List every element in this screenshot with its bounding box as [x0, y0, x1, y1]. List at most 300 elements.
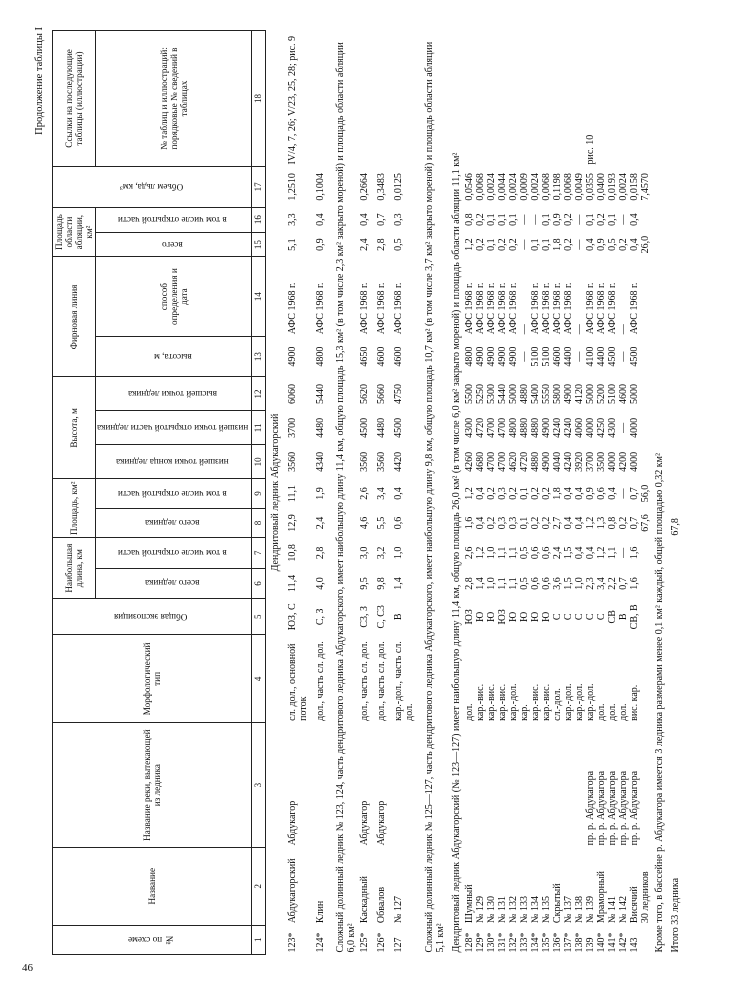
cell-firn: 4600 — [393, 346, 405, 367]
cell-n: 129* — [475, 932, 487, 953]
cell-abl_o: 0,7 — [376, 213, 388, 226]
col-h-end: низшей точки конца ледника — [96, 445, 252, 479]
cell-abl: 0,2 — [497, 238, 509, 251]
cell-abl_o: 0,4 — [629, 213, 641, 226]
cell-area: 2,4 — [315, 516, 327, 530]
cell-firn: 4500 — [607, 346, 619, 367]
col-number-header: № по схеме — [53, 925, 252, 954]
cell-area_o: 0,4 — [475, 487, 487, 500]
cell-abl: 0,4 — [629, 238, 641, 251]
cell-h_open: 4500 — [359, 417, 371, 438]
cell-len_o: 2,8 — [315, 546, 327, 560]
cell-h_open: 3700 — [287, 417, 299, 438]
cell-firn: 5100 — [541, 346, 553, 367]
cell-len_o: 0,4 — [585, 546, 597, 560]
col-abl-open: в том числе открытой части — [96, 207, 252, 232]
cell-area_o: 1,2 — [464, 487, 476, 500]
table-row — [486, 31, 497, 955]
table-row — [376, 31, 393, 955]
cell-area_o: 0,4 — [393, 487, 405, 500]
cell-method: АФС 1968 г. — [563, 282, 575, 335]
cell-n: 123* — [287, 932, 299, 953]
cell-h_open: 4300 — [464, 417, 476, 438]
group-note: Дендритовый ледник Абдукагорский (№ 123—127) имеет наибольшую длину 11,4 км, общую площадь 26,0 км² (в том числе 6,0 км² закрыто мореной) и площадь области абляции 11,1 км² — [451, 152, 463, 953]
group-area-header: Площадь, км² — [53, 479, 96, 538]
cell-method: АФС 1968 г. — [508, 282, 520, 335]
cell-area_o: 0,3 — [497, 487, 509, 500]
cell-exp: СВ — [607, 610, 619, 624]
cell-type: кар.-дол., часть сл. дол. — [393, 641, 416, 721]
column-number: 10 — [252, 445, 266, 479]
cell-h_top: 5300 — [486, 383, 498, 404]
cell-vol: 0,0355 — [585, 173, 597, 201]
cell-area: 1,2 — [585, 516, 597, 530]
cell-type: дол. — [607, 703, 619, 721]
cell-river — [563, 723, 574, 848]
cell-vol: 0,2664 — [359, 173, 371, 201]
cell-h_end: 4620 — [508, 451, 520, 472]
cell-ref — [475, 31, 486, 167]
cell-h_top: 5000 — [629, 383, 641, 404]
cell-ref — [464, 31, 475, 167]
cell-h_end: 4240 — [563, 451, 575, 472]
col-abl-total: всего — [96, 232, 252, 257]
cell-area: 12,9 — [287, 514, 299, 532]
cell-h_top: 5500 — [464, 383, 476, 404]
cell-area_o: 0,2 — [541, 487, 553, 500]
cell-method: АФС 1968 г. — [464, 282, 476, 335]
cell-type: дол. — [618, 703, 630, 721]
cell-abl: 0,9 — [596, 238, 608, 251]
cell-vol: 0,1004 — [315, 173, 327, 201]
cell-river — [464, 723, 475, 848]
cell-h_end: 4700 — [486, 451, 498, 472]
cell-name: Каскадный — [359, 876, 371, 924]
cell-area: 0,2 — [618, 516, 630, 530]
cell-abl: 0,2 — [508, 238, 520, 251]
cell-h_open: 4900 — [541, 417, 553, 438]
cell-type: кар.-дол. — [508, 683, 520, 721]
col-area-total: всего ледника — [96, 508, 252, 537]
cell-name: № 131 — [497, 896, 509, 924]
cell-method: АФС 1968 г. — [393, 282, 405, 335]
cell-h_end: 3560 — [376, 451, 388, 472]
table-row — [596, 31, 607, 955]
col-area-open: в том числе открытой части — [96, 479, 252, 508]
cell-exp: ЮЗ — [497, 609, 509, 625]
table-row — [530, 31, 541, 955]
cell-vol: 0,0024 — [530, 173, 542, 201]
cell-h_end: 4200 — [618, 451, 630, 472]
cell-type: кар.-вис. — [486, 683, 498, 721]
cell-area_o: 0,2 — [508, 487, 520, 500]
cell-name: Абдукагорский — [287, 858, 299, 924]
cell-h_open: — — [618, 422, 630, 433]
cell-len: 1,1 — [497, 577, 509, 590]
cell-len: 2,2 — [607, 577, 619, 590]
cell-area: 0,6 — [393, 516, 405, 530]
cell-abl_o: — — [574, 214, 586, 225]
cell-abl: 0,1 — [530, 238, 542, 251]
group-length-header: Наибольшая длина, км — [53, 538, 96, 599]
cell-h_end: 4720 — [519, 451, 531, 472]
cell-h_top: 5550 — [541, 383, 553, 404]
total-empty — [640, 723, 651, 848]
cell-area: 0,7 — [629, 516, 641, 530]
cell-area_o: 0,9 — [585, 487, 597, 500]
total-empty — [640, 31, 651, 167]
cell-abl_o: 0,1 — [486, 213, 498, 226]
cell-len: 11,4 — [287, 574, 299, 592]
cell-abl: 0,9 — [315, 238, 327, 251]
table-body — [266, 31, 684, 955]
cell-ref — [618, 31, 629, 167]
cell-firn: 4900 — [497, 346, 509, 367]
cell-len: 1,4 — [393, 577, 405, 590]
col-h-top: высшей точки ледника — [96, 377, 252, 411]
column-number: 18 — [252, 31, 266, 167]
cell-method: АФС 1968 г. — [541, 282, 553, 335]
cell-abl_o: — — [618, 214, 630, 225]
table-row — [607, 31, 618, 955]
cell-type: кар.-вис. — [497, 683, 509, 721]
cell-method: АФС 1968 г. — [315, 282, 327, 335]
total-empty — [640, 635, 651, 723]
cell-n: 139 — [585, 937, 597, 953]
cell-type: дол. — [596, 703, 608, 721]
table-row — [618, 31, 629, 955]
total-empty — [640, 377, 651, 411]
cell-abl_o: 0,3 — [393, 213, 405, 226]
cell-len_o: 3,2 — [376, 546, 388, 560]
table-row — [283, 31, 315, 955]
table-row — [475, 31, 486, 955]
cell-n: 136* — [552, 932, 564, 953]
cell-area_o: 1,9 — [315, 487, 327, 500]
cell-type: дол. — [464, 703, 476, 721]
cell-vol: 0,0068 — [541, 173, 553, 201]
total-empty — [640, 411, 651, 445]
column-number: 11 — [252, 411, 266, 445]
cell-firn: 4600 — [376, 346, 388, 367]
col-name-header: Название — [53, 847, 252, 925]
cell-h_top: 6060 — [287, 383, 299, 404]
cell-abl_o: 0,4 — [315, 213, 327, 226]
section-title: Дендритовый ледник Абдукагорский — [270, 413, 282, 572]
cell-method: АФС 1968 г. — [486, 282, 498, 335]
column-number: 2 — [252, 847, 266, 925]
total-vol: 7,4570 — [640, 173, 652, 201]
cell-len_o: 1,1 — [497, 546, 509, 560]
cell-river — [315, 723, 332, 848]
cell-ref — [519, 31, 530, 167]
cell-len: 9,8 — [376, 577, 388, 590]
column-number: 14 — [252, 257, 266, 336]
cell-area_o: 11,1 — [287, 484, 299, 503]
grand-total-value: 67,8 — [670, 518, 682, 536]
cell-len_o: 1,1 — [607, 546, 619, 560]
cell-n: 143 — [629, 937, 641, 953]
cell-ref — [552, 31, 563, 167]
table-row — [629, 31, 640, 955]
total-empty — [640, 925, 651, 954]
cell-firn: 5100 — [530, 346, 542, 367]
cell-exp: С — [552, 613, 564, 621]
cell-river: Абдукагор — [376, 800, 388, 846]
cell-name: Обвалов — [376, 886, 388, 924]
group-firn-header: Фирновая линия — [53, 257, 96, 377]
cell-exp: В — [618, 613, 630, 621]
cell-vol: 0,0193 — [607, 173, 619, 201]
cell-type: кар.-вис. — [475, 683, 487, 721]
cell-method: АФС 1968 г. — [475, 282, 487, 335]
column-numbers-row — [252, 31, 266, 955]
group-note: Сложный долинный ледник № 123, 124, часть дендритового ледника Абдукагорского, имеет наибольшую длину 11,4 км, общую площадь 15,3 км² (в том числе 2,3 км² закрыто мореной) и площадь области абляции 6,0 км² — [335, 42, 358, 953]
col-refs-header: Ссылки на последующие таблицы (иллюстрации) — [53, 31, 96, 167]
cell-firn: — — [519, 351, 531, 362]
cell-exp: ЮЗ — [464, 609, 476, 625]
cell-h_open: 4800 — [508, 417, 520, 438]
cell-abl_o: 3,3 — [287, 213, 299, 226]
cell-area: 1,3 — [596, 516, 608, 530]
cell-abl: 0,1 — [486, 238, 498, 251]
cell-area: 5,5 — [376, 516, 388, 530]
cell-n: 125* — [359, 932, 371, 953]
cell-river — [393, 723, 421, 848]
cell-vol: 0,1198 — [552, 173, 564, 201]
cell-h_top: 5440 — [315, 383, 327, 404]
cell-name: № 129 — [475, 896, 487, 924]
continuation-label: Продолжение таблицы I — [34, 27, 45, 135]
col-volume-header: Объем льда, км³ — [53, 166, 252, 207]
column-number: 3 — [252, 723, 266, 848]
cell-area: 0,1 — [519, 516, 531, 530]
cell-abl: 0,2 — [618, 238, 630, 251]
cell-len_o: 2,4 — [552, 546, 564, 560]
cell-name: № 134 — [530, 896, 542, 924]
col-len-open: в том числе открытой части — [96, 538, 252, 569]
cell-exp: С3, З — [359, 605, 371, 628]
cell-name: № 133 — [519, 896, 531, 924]
cell-ref — [393, 31, 421, 167]
cell-exp: В — [393, 613, 405, 621]
total-empty — [640, 336, 651, 377]
cell-h_end: 3500 — [596, 451, 608, 472]
cell-n: 126* — [376, 932, 388, 953]
cell-len_o: 1,0 — [393, 546, 405, 560]
cell-area_o: 2,6 — [359, 487, 371, 500]
cell-len_o: 0,6 — [541, 546, 553, 560]
cell-h_top: 5440 — [497, 383, 509, 404]
cell-abl: 0,5 — [607, 238, 619, 251]
cell-h_end: 4000 — [629, 451, 641, 472]
cell-name: № 138 — [574, 896, 586, 924]
cell-area: 0,4 — [475, 516, 487, 530]
cell-len: 0,7 — [618, 577, 630, 590]
cell-method: АФС 1968 г. — [585, 282, 597, 335]
cell-area_o: 0,1 — [519, 487, 531, 500]
cell-abl_o: — — [519, 214, 531, 225]
cell-vol: 0,0400 — [596, 173, 608, 201]
column-number: 1 — [252, 925, 266, 954]
cell-method: АФС 1968 г. — [497, 282, 509, 335]
cell-method: — — [574, 324, 586, 335]
cell-h_open: 4480 — [315, 417, 327, 438]
total-name: 30 ледников — [640, 871, 652, 924]
cell-exp: Ю — [475, 611, 487, 622]
cell-name: № 127 — [393, 896, 405, 924]
cell-len: 2,8 — [464, 577, 476, 590]
cell-area: 0,2 — [541, 516, 553, 530]
cell-ref — [359, 31, 376, 167]
cell-firn: 4100 — [585, 346, 597, 367]
cell-name: Мраморный — [596, 870, 608, 924]
col-firn-height: высота, м — [96, 336, 252, 377]
cell-abl: 1,8 — [552, 238, 564, 251]
cell-h_top: 5400 — [530, 383, 542, 404]
table-row — [519, 31, 530, 955]
cell-area_o: 0,2 — [486, 487, 498, 500]
cell-area_o: 0,4 — [574, 487, 586, 500]
cell-len_o: 1,6 — [629, 546, 641, 560]
rotated-page — [30, 25, 735, 955]
cell-len: 1,6 — [629, 577, 641, 590]
col-type-header: Морфологический тип — [53, 635, 252, 723]
cell-area_o: 3,4 — [376, 487, 388, 500]
cell-area_o: 0,7 — [629, 487, 641, 500]
table-row — [574, 31, 585, 955]
table-row — [541, 31, 552, 955]
column-number: 5 — [252, 599, 266, 635]
cell-h_top: 4880 — [519, 383, 531, 404]
cell-name: № 141 — [607, 896, 619, 924]
total-empty — [640, 538, 651, 569]
cell-len_o: 1,1 — [508, 546, 520, 560]
cell-abl: 2,4 — [359, 238, 371, 251]
cell-len: 1,4 — [475, 577, 487, 590]
cell-n: 128* — [464, 932, 476, 953]
cell-vol: 0,0546 — [464, 173, 476, 201]
cell-area: 1,6 — [464, 516, 476, 530]
cell-vol: 0,0068 — [563, 173, 575, 201]
cell-abl_o: 0,1 — [607, 213, 619, 226]
cell-river — [552, 723, 563, 848]
cell-vol: 0,0158 — [629, 173, 641, 201]
cell-len_o: 1,5 — [563, 546, 575, 560]
column-number: 16 — [252, 207, 266, 232]
cell-h_end: 3700 — [585, 451, 597, 472]
cell-h_open: 4700 — [497, 417, 509, 438]
cell-len: 4,0 — [315, 577, 327, 590]
cell-h_top: 4900 — [563, 383, 575, 404]
group-ablation-header: Площадь области абляции, км² — [53, 207, 96, 257]
cell-area: 0,2 — [530, 516, 542, 530]
cell-area: 0,4 — [563, 516, 575, 530]
cell-firn: 4800 — [315, 346, 327, 367]
table-row — [585, 31, 596, 955]
cell-abl: 5,1 — [287, 238, 299, 251]
cell-method: — — [519, 324, 531, 335]
cell-river: Абдукагор — [359, 800, 371, 846]
cell-len_o: — — [618, 547, 630, 558]
cell-area: 4,6 — [359, 516, 371, 530]
cell-h_open: 4700 — [486, 417, 498, 438]
cell-n: 131* — [497, 932, 509, 953]
cell-firn: 4600 — [552, 346, 564, 367]
cell-type: дол., часть сл. дол. — [315, 641, 327, 721]
col-h-open: низшей точки открытой части ледника — [96, 411, 252, 445]
cell-vol: 0,0049 — [574, 173, 586, 201]
grand-total-label: Итого 33 ледника — [670, 877, 682, 953]
cell-abl_o: 0,2 — [596, 213, 608, 226]
cell-ref: рис. 10 — [585, 134, 597, 165]
group-height-header: Высота, м — [53, 377, 96, 479]
col-river-header: Название реки, вытекающей из ледника — [53, 723, 252, 848]
cell-n: 124* — [315, 932, 327, 953]
cell-h_open: 4500 — [393, 417, 405, 438]
cell-abl: 0,1 — [541, 238, 553, 251]
cell-area: 0,3 — [508, 516, 520, 530]
group-note: Кроме того, в бассейне р. Абдукагора имеется 3 ледника размерами менее 0,1 км² каждый, общей площадью 0,32 км² — [654, 453, 666, 953]
cell-type: кар.-дол. — [585, 683, 597, 721]
cell-method: — — [618, 324, 630, 335]
cell-len: 1,5 — [563, 577, 575, 590]
cell-h_top: 4600 — [618, 383, 630, 404]
cell-h_open: 4720 — [475, 417, 487, 438]
cell-vol: 0,0009 — [519, 173, 531, 201]
cell-h_end: 3560 — [287, 451, 299, 472]
cell-river — [530, 723, 541, 848]
cell-exp: С, З — [315, 608, 327, 626]
cell-river: пр. р. Абдукагора — [618, 770, 630, 846]
cell-type: кар.-вис. — [541, 683, 553, 721]
cell-area_o: — — [618, 488, 630, 499]
column-number: 6 — [252, 568, 266, 599]
cell-area_o: 0,4 — [563, 487, 575, 500]
total-abl: 26,0 — [640, 235, 652, 254]
cell-ref: IV/4, 7, 26; V/23, 25, 28; рис. 9 — [287, 35, 299, 165]
cell-n: 132* — [508, 932, 520, 953]
cell-method: АФС 1968 г. — [552, 282, 564, 335]
cell-type: дол., часть сл. дол. — [359, 641, 371, 721]
cell-h_open: 4000 — [585, 417, 597, 438]
group-note: Сложный долинный ледник № 125—127, часть дендритового ледника Абдукагорского, имеет наибольшую длину 9,8 км, общую площадь 10,7 км² (в том числе 3,7 км² закрыто мореной) и площадь области абляции 5,1 км² — [424, 41, 447, 953]
cell-vol: 0,0024 — [508, 173, 520, 201]
cell-river: пр. р. Абдукагора — [596, 770, 608, 846]
cell-name: Скрытый — [552, 883, 564, 924]
cell-firn: — — [618, 351, 630, 362]
cell-vol: 0,0024 — [618, 173, 630, 201]
cell-type: вис. кар. — [629, 684, 641, 721]
cell-abl_o: 0,1 — [541, 213, 553, 226]
cell-abl_o: 0,1 — [497, 213, 509, 226]
cell-h_end: 4000 — [607, 451, 619, 472]
cell-h_top: 5620 — [359, 383, 371, 404]
cell-exp: Ю — [519, 611, 531, 622]
cell-len: 0,6 — [541, 577, 553, 590]
cell-name: № 135 — [541, 896, 553, 924]
cell-river — [486, 723, 497, 848]
cell-len: 1,0 — [486, 577, 498, 590]
cell-method: АФС 1968 г. — [629, 282, 641, 335]
cell-h_end: 3560 — [359, 451, 371, 472]
cell-h_top: 5660 — [376, 383, 388, 404]
column-number: 7 — [252, 538, 266, 569]
cell-ref — [486, 31, 497, 167]
cell-vol: 0,3483 — [376, 173, 388, 201]
cell-len_o: 0,5 — [519, 546, 531, 560]
column-number: 17 — [252, 166, 266, 207]
